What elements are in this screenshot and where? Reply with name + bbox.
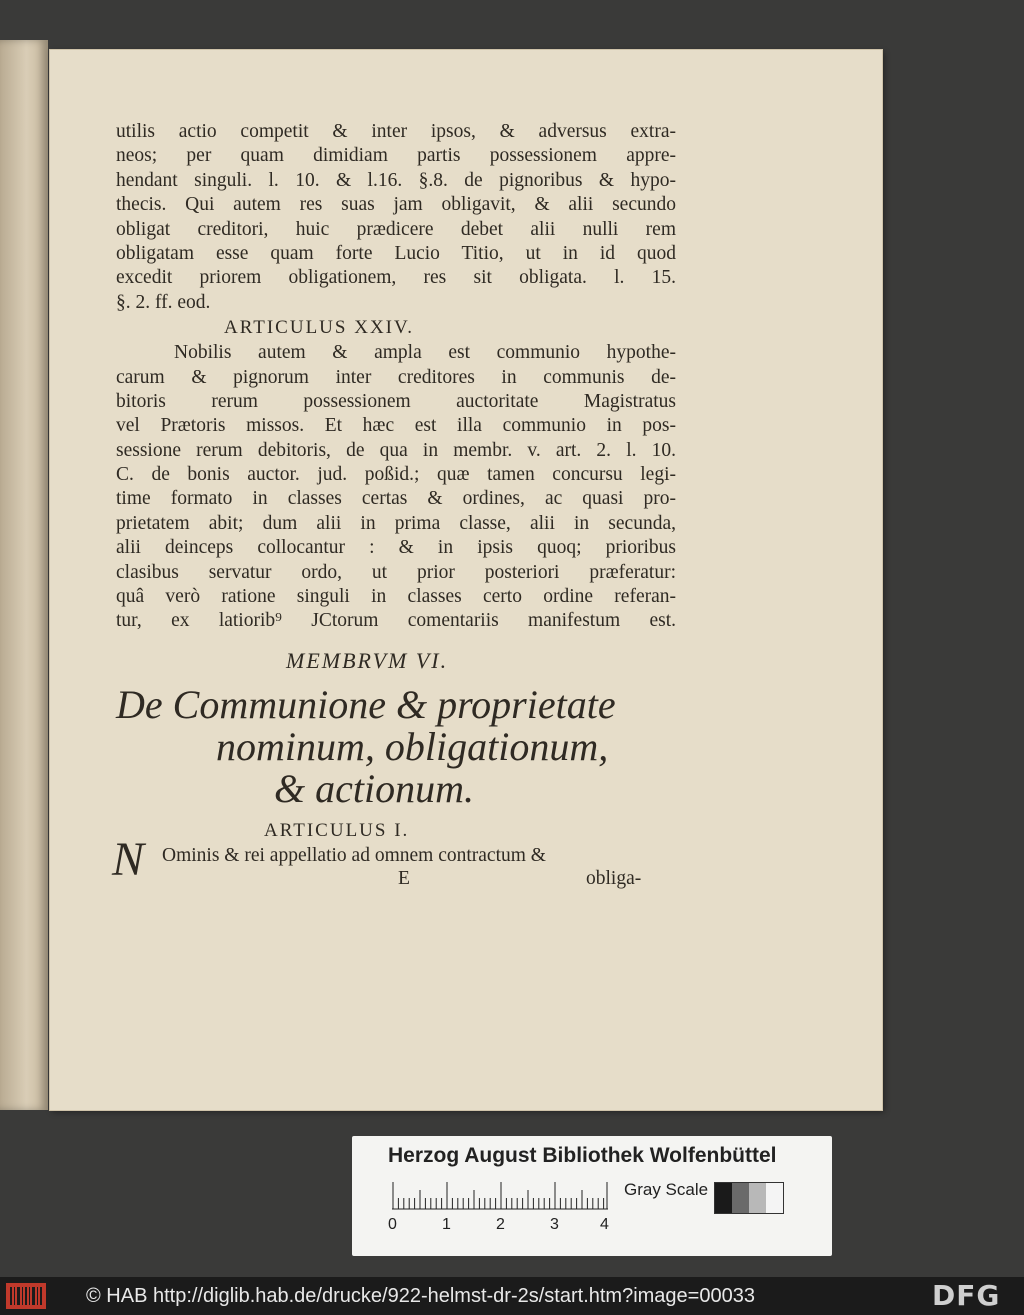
text-line: clasibus servatur ordo, ut prior posteriori præferatur: bbox=[116, 561, 676, 583]
signature-mark: E bbox=[398, 867, 410, 889]
text-line: §. 2. ff. eod. bbox=[116, 291, 211, 313]
page-text bbox=[112, 120, 676, 894]
text-line: neos; per quam dimidiam partis possessionem appre- bbox=[116, 145, 676, 167]
text-line: bitoris rerum possessionem auctoritate Magistratus bbox=[116, 390, 676, 412]
gray-swatch bbox=[766, 1183, 783, 1213]
gray-swatch bbox=[749, 1183, 766, 1213]
text-line: obligatam esse quam forte Lucio Titio, ut in id quod bbox=[116, 242, 676, 264]
text-line: vel Prætoris missos. Et hæc est illa communio in pos- bbox=[116, 415, 676, 437]
copyright-url[interactable]: © HAB http://diglib.hab.de/drucke/922-helmst-dr-2s/start.htm?image=00033 bbox=[86, 1285, 755, 1307]
text-line: carum & pignorum inter creditores in communis de- bbox=[116, 366, 676, 388]
ruler-number: 4 bbox=[600, 1216, 609, 1233]
text-line: thecis. Qui autem res suas jam obligavit, & alii secundo bbox=[116, 194, 676, 216]
text-line: alii deinceps collocantur : & in ipsis quoq; prioribus bbox=[116, 537, 676, 559]
text-line: excedit priorem obligationem, res sit obligata. l. 15. bbox=[116, 267, 676, 289]
decorated-initial: N bbox=[112, 832, 145, 886]
library-color-scale-label bbox=[352, 1136, 832, 1256]
footer-bar bbox=[0, 1277, 1024, 1315]
ruler-icon bbox=[392, 1180, 608, 1210]
membrum-heading: MEMBRVM VI. bbox=[286, 647, 449, 673]
text-line: hendant singuli. l. 10. & l.16. §.8. de pignoribus & hypo- bbox=[116, 169, 676, 191]
article-heading-xxiv: ARTICULUS XXIV. bbox=[224, 317, 415, 339]
page-footer-marks bbox=[116, 868, 676, 894]
ruler-number: 2 bbox=[496, 1216, 505, 1233]
book-page bbox=[50, 50, 882, 1110]
text-line: quâ verò ratione singuli in classes certo ordine referan- bbox=[116, 586, 676, 608]
text-line: C. de bonis auctor. jud. poßid.; quæ tamen concursu legi- bbox=[116, 464, 676, 486]
text-line: prietatem abit; dum alii in prima classe, alii in secunda, bbox=[116, 512, 676, 534]
gray-swatch bbox=[732, 1183, 749, 1213]
gray-scale-label: Gray Scale bbox=[624, 1180, 709, 1199]
section-title-line: nominum, obligationum, bbox=[216, 723, 609, 769]
catchword: obliga- bbox=[586, 867, 642, 889]
article-heading-i: ARTICULUS I. bbox=[264, 819, 410, 841]
text-line: sessione rerum debitoris, de qua in membr. v. art. 2. l. 10. bbox=[116, 439, 676, 461]
ruler-number: 0 bbox=[388, 1216, 397, 1233]
text-line: tur, ex latiorib⁹ JCtorum comentariis manifestum est. bbox=[116, 610, 676, 632]
text-line: Nobilis autem & ampla est communio hypothe- bbox=[174, 342, 676, 364]
dfg-logo: DFG bbox=[932, 1279, 1001, 1312]
text-line: time formato in classes certas & ordines, ac quasi pro- bbox=[116, 488, 676, 510]
section-title-line: & actionum. bbox=[274, 765, 474, 811]
section-title-line: De Communione & proprietate bbox=[116, 681, 616, 727]
text-line: utilis actio competit & inter ipsos, & adversus extra- bbox=[116, 121, 676, 142]
gray-swatch bbox=[715, 1183, 732, 1213]
ruler-number: 1 bbox=[442, 1216, 451, 1233]
ruler-number: 3 bbox=[550, 1216, 559, 1233]
adjacent-page-edge bbox=[0, 40, 48, 1110]
library-name: Herzog August Bibliothek Wolfenbüttel bbox=[388, 1144, 777, 1167]
opening-line-text: Ominis & rei appellatio ad omnem contractum & bbox=[162, 844, 546, 866]
text-line: obligat creditori, huic prædicere debet alii nulli rem bbox=[116, 218, 676, 240]
barcode-logo-icon bbox=[6, 1283, 46, 1309]
gray-scale-swatches bbox=[714, 1182, 784, 1214]
